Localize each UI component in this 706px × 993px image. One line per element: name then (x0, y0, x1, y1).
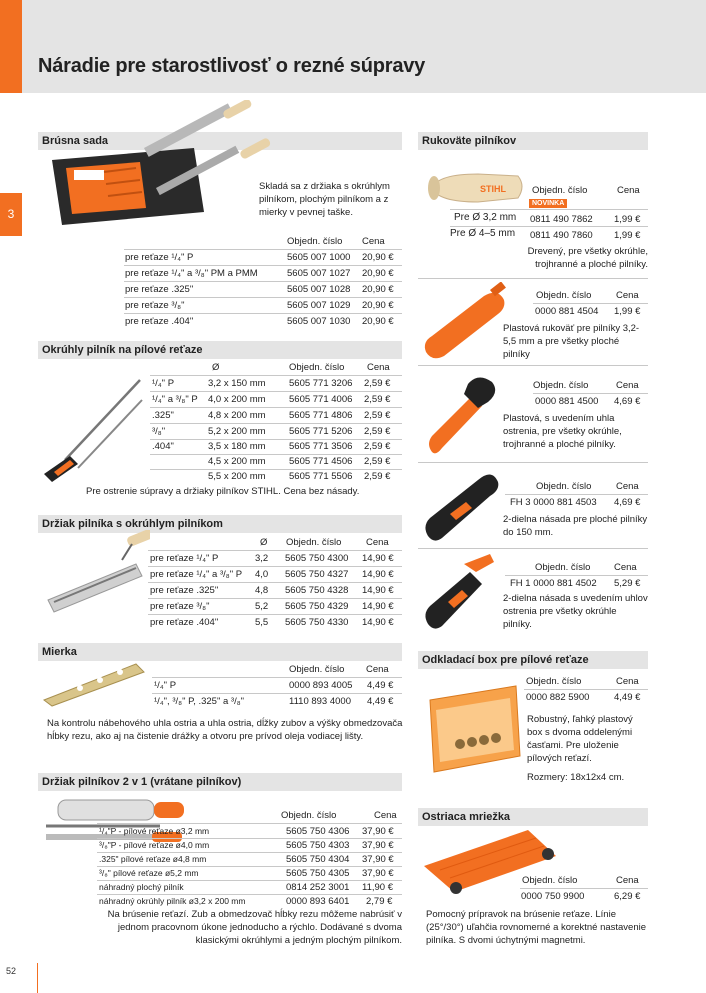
divider (150, 407, 402, 408)
mriezka-col-price: Cena (616, 875, 639, 886)
box-price: 4,49 € (614, 692, 641, 703)
divider (97, 852, 402, 853)
okruhly-row-price: 2,59 € (364, 441, 391, 452)
drziak2-row-order: 0814 252 3001 (286, 882, 350, 893)
okruhly-row-price: 2,59 € (364, 378, 391, 389)
two-part-handle-image (420, 464, 504, 544)
chain-box-image (420, 680, 524, 776)
drziak2-row-price: 11,90 € (362, 882, 393, 893)
drziak2-col-order: Objedn. číslo (281, 810, 337, 821)
okruhly-row-dia: 5,5 x 200 mm (208, 471, 266, 482)
brusna-row-price: 20,90 € (362, 284, 394, 295)
rukovate-row-price: 4,69 € (614, 396, 641, 407)
angle-handle-image (420, 368, 510, 460)
section-title-box: Odkladací box pre pílové reťaze (418, 651, 648, 669)
chapter-tab: 3 (0, 193, 22, 236)
okruhly-row-order: 5605 771 5506 (289, 471, 353, 482)
wooden-handle-image (418, 160, 528, 220)
rukovate-row-order: FH 1 0000 881 4502 (510, 578, 597, 589)
divider (124, 281, 402, 282)
drziak-row-dia: 5,5 (255, 617, 269, 628)
rukovate-row-label: Pre Ø 3,2 mm (454, 212, 517, 223)
drziak-row-price: 14,90 € (362, 617, 394, 628)
okruhly-row-price: 2,59 € (364, 456, 391, 467)
rukovate-col-price: Cena (617, 185, 640, 196)
okruhly-note: Pre ostrenie súpravy a držiaky pilníkov STIHL. Cena bez násady. (86, 486, 360, 497)
brusna-row-price: 20,90 € (362, 252, 394, 263)
brusna-row-order: 5605 007 1030 (287, 316, 351, 327)
drziak2-row-label: náhradný okrúhly pilník ø3,2 x 200 mm (99, 896, 246, 906)
section-title-rukovate: Rukoväte pilníkov (418, 132, 648, 150)
okruhly-col-dia: Ø (212, 362, 220, 373)
mierka-row-price: 4,49 € (367, 680, 394, 691)
section-title-drziak: Držiak pilníka s okrúhlym pilníkom (38, 515, 402, 533)
divider (505, 575, 648, 576)
rukovate-col-order: Objedn. číslo (535, 562, 591, 573)
section-title-mriezka: Ostriaca mriežka (418, 808, 648, 826)
rukovate-row-price: 5,29 € (614, 578, 641, 589)
drziak-row-label: pre reťaze .404" (150, 617, 219, 628)
brusna-row-order: 5605 007 1000 (287, 252, 351, 263)
rukovate-row-order: 0811 490 7860 (530, 230, 593, 241)
drziak-row-label: pre reťaze ¹/₄" a ³/₈" P (150, 569, 243, 580)
rukovate-col-price: Cena (616, 481, 639, 492)
drziak2-row-order: 0000 893 6401 (286, 896, 350, 907)
mriezka-description: Pomocný prípravok na brúsenie reťaze. Línie (25°/30°) uľahčia rovnomerné a korektné nastavenie pilníka. S dvomi úchytnými magnetmi. (426, 909, 647, 946)
drziak-row-order: 5605 750 4329 (285, 601, 349, 612)
rukovate-row-label: Pre Ø 4–5 mm (450, 228, 516, 239)
round-file-image (40, 370, 150, 485)
divider (520, 888, 648, 889)
file-holder-image (40, 530, 150, 635)
divider (152, 677, 402, 678)
divider (97, 838, 402, 839)
mierka-row-order: 0000 893 4005 (289, 680, 353, 691)
drziak-row-order: 5605 750 4328 (285, 585, 349, 596)
drziak-row-price: 14,90 € (362, 601, 394, 612)
rukovate-col-price: Cena (616, 380, 639, 391)
drziak2-description: Na brúsenie reťazí. Zub a obmedzovač hĺbky rezu môžeme nabrúsiť v jednom pracovnom úkone jednoducho a rýchlo. Dodávané s dvoma klasickými okrúhlymi a jedným plochým pilníkom. (107, 909, 402, 946)
okruhly-col-order: Objedn. číslo (289, 362, 345, 373)
rukovate-description: Drevený, pre všetky okrúhle, trojhranné a ploché pilníky. (527, 246, 648, 270)
brusna-row-label: pre reťaze ¹/₄" P (125, 252, 194, 263)
mierka-col-price: Cena (366, 664, 389, 675)
drziak-row-label: pre reťaze ¹/₄" P (150, 553, 219, 564)
brusna-row-order: 5605 007 1027 (287, 268, 351, 279)
okruhly-row-dia: 5,2 x 200 mm (208, 426, 266, 437)
drziak2-row-order: 5605 750 4303 (286, 840, 350, 851)
plastic-handle-image (418, 282, 514, 362)
drziak-row-price: 14,90 € (362, 553, 394, 564)
mriezka-order: 0000 750 9900 (521, 891, 585, 902)
brusna-row-price: 20,90 € (362, 268, 394, 279)
rukovate-description: 2-dielna násada s uvedením uhlov ostrenia pre všetky okrúhle pilníky. (503, 593, 648, 630)
divider (124, 249, 402, 250)
box-order: 0000 882 5900 (526, 692, 590, 703)
mriezka-col-order: Objedn. číslo (522, 875, 578, 886)
mierka-row-price: 4,49 € (367, 696, 394, 707)
okruhly-row-label: ¹/₄" a ³/₈" P (152, 394, 198, 405)
rukovate-row-price: 1,99 € (614, 214, 641, 225)
okruhly-row-dia: 3,2 x 150 mm (208, 378, 266, 389)
rukovate-col-order: Objedn. číslo (536, 481, 592, 492)
divider (418, 278, 648, 279)
okruhly-row-label: .325" (152, 410, 174, 421)
divider (124, 313, 402, 314)
drziak2-row-price: 37,90 € (362, 854, 394, 865)
section-title-okruhly: Okrúhly pilník na pílové reťaze (38, 341, 402, 359)
rukovate-row-price: 4,69 € (614, 497, 641, 508)
divider (150, 454, 402, 455)
drziak2-row-price: 2,79 € (366, 896, 393, 907)
drziak-row-dia: 4,8 (255, 585, 269, 596)
box-col-price: Cena (616, 676, 639, 687)
drziak2-row-order: 5605 750 4304 (286, 854, 350, 865)
drziak2-row-label: ³/₈" pílové reťaze ø5,2 mm (99, 868, 199, 878)
okruhly-row-order: 5605 771 3206 (289, 378, 353, 389)
mierka-row-order: 1110 893 4000 (289, 696, 351, 707)
brusna-row-label: pre reťaze ¹/₄" a ³/₈" PM a PMM (125, 268, 258, 279)
gauge-image (40, 658, 152, 708)
drziak2-row-label: náhradný plochý pilník (99, 882, 184, 892)
okruhly-row-label: .404" (152, 441, 174, 452)
divider (148, 550, 402, 551)
divider (152, 693, 402, 694)
okruhly-row-order: 5605 771 4006 (289, 394, 353, 405)
box-col-order: Objedn. číslo (526, 676, 582, 687)
brusna-row-order: 5605 007 1029 (287, 300, 351, 311)
rukovate-description: 2-dielna násada pre ploché pilníky do 150 mm. (503, 514, 648, 538)
okruhly-row-order: 5605 771 4506 (289, 456, 353, 467)
drziak-row-label: pre reťaze .325" (150, 585, 219, 596)
rukovate-col-order: Objedn. číslo (536, 290, 592, 301)
brusna-row-label: pre reťaze .325" (125, 284, 194, 295)
section-title-brusna: Brúsna sada (38, 132, 402, 150)
angle-two-part-handle-image (420, 550, 504, 632)
rukovate-row-order: FH 3 0000 881 4503 (510, 497, 597, 508)
divider (124, 265, 402, 266)
drziak2-row-order: 5605 750 4306 (286, 826, 350, 837)
okruhly-row-order: 5605 771 3506 (289, 441, 353, 452)
stihl-logo: STIHL (480, 184, 506, 194)
footer-rule (37, 963, 38, 993)
okruhly-col-price: Cena (367, 362, 390, 373)
page-number: 52 (6, 966, 17, 976)
drziak-row-order: 5605 750 4327 (285, 569, 349, 580)
drziak2-col-price: Cena (374, 810, 397, 821)
brusna-col-order: Objedn. číslo (287, 236, 343, 247)
divider (150, 439, 402, 440)
drziak-row-price: 14,90 € (362, 569, 394, 580)
new-badge: NOVINKA (529, 199, 567, 208)
okruhly-row-label: ³/₈" (152, 426, 166, 437)
divider (418, 462, 648, 463)
divider (150, 469, 402, 470)
divider (450, 209, 648, 210)
section-title-drziak2: Držiak pilníkov 2 v 1 (vrátane pilníkov) (38, 773, 402, 791)
okruhly-row-price: 2,59 € (364, 394, 391, 405)
orange-band (0, 0, 22, 93)
okruhly-row-dia: 4,8 x 200 mm (208, 410, 266, 421)
drziak-row-dia: 5,2 (255, 601, 269, 612)
page-header (0, 0, 706, 93)
drziak2-row-label: ³/₈"P - pílové reťaze ø4,0 mm (99, 840, 210, 850)
mriezka-price: 6,29 € (614, 891, 641, 902)
okruhly-row-price: 2,59 € (364, 410, 391, 421)
rukovate-row-price: 1,99 € (614, 230, 641, 241)
drziak-row-price: 14,90 € (362, 585, 394, 596)
page-title: Náradie pre starostlivosť o rezné súpravy (38, 55, 426, 77)
okruhly-row-dia: 4,5 x 200 mm (208, 456, 266, 467)
drziak-col-price: Cena (366, 537, 389, 548)
sharpening-kit-image (44, 100, 284, 230)
okruhly-row-dia: 3,5 x 180 mm (208, 441, 266, 452)
drziak-row-label: pre reťaze ³/₈" (150, 601, 210, 612)
brusna-col-price: Cena (362, 236, 385, 247)
rukovate-col-order: Objedn. číslo (532, 185, 588, 196)
drziak-col-dia: Ø (260, 537, 268, 548)
divider (418, 365, 648, 366)
okruhly-row-label: ¹/₄" P (152, 378, 175, 389)
rukovate-row-order: 0000 881 4504 (535, 306, 599, 317)
rukovate-row-price: 1,99 € (614, 306, 641, 317)
box-description: Robustný, ľahký plastový box s dvoma oddelenými časťami. Pre uloženie pílových reťazí. (527, 714, 633, 764)
rukovate-col-price: Cena (614, 562, 637, 573)
divider (505, 494, 648, 495)
okruhly-row-price: 2,59 € (364, 471, 391, 482)
divider (418, 548, 648, 549)
rukovate-row-order: 0811 490 7862 (530, 214, 593, 225)
brusna-row-label: pre reťaze ³/₈" (125, 300, 185, 311)
mierka-col-order: Objedn. číslo (289, 664, 345, 675)
drziak2-row-price: 37,90 € (362, 868, 394, 879)
divider (150, 423, 402, 424)
divider (148, 582, 402, 583)
divider (148, 566, 402, 567)
divider (97, 823, 402, 824)
drziak2-row-label: ¹/₄"P - pílové reťaze ø3,2 mm (99, 826, 210, 836)
okruhly-row-order: 5605 771 4806 (289, 410, 353, 421)
mierka-row-label: ¹/₄" P (154, 680, 177, 691)
divider (97, 866, 402, 867)
drziak-col-order: Objedn. číslo (286, 537, 342, 548)
drziak-row-dia: 4,0 (255, 569, 269, 580)
okruhly-row-price: 2,59 € (364, 426, 391, 437)
brusna-row-order: 5605 007 1028 (287, 284, 351, 295)
divider (124, 297, 402, 298)
brusna-row-price: 20,90 € (362, 316, 394, 327)
section-title-mierka: Mierka (38, 643, 402, 661)
rukovate-col-price: Cena (616, 290, 639, 301)
rukovate-description: Plastová rukoväť pre pilníky 3,2-5,5 mm a pre všetky ploché pilníky (503, 323, 640, 360)
divider (97, 880, 402, 881)
divider (148, 614, 402, 615)
drziak-row-order: 5605 750 4330 (285, 617, 349, 628)
drziak2-row-price: 37,90 € (362, 840, 394, 851)
divider (533, 393, 648, 394)
okruhly-row-dia: 4,0 x 200 mm (208, 394, 266, 405)
divider (148, 598, 402, 599)
drziak-row-order: 5605 750 4300 (285, 553, 349, 564)
divider (450, 226, 648, 227)
rukovate-description: Plastová, s uvedením uhla ostrenia, pre všetky okrúhle, trojhranné a ploché pilníky. (503, 413, 622, 450)
drziak-row-dia: 3,2 (255, 553, 269, 564)
mierka-description: Na kontrolu nábehového uhla ostria a uhla ostria, dĺžky zubov a výšky obmedzovača hĺbky rezu, ako aj na čistenie drážky a otvoru pre prívod oleja vodiacej lišty. (47, 718, 403, 742)
rukovate-col-order: Objedn. číslo (533, 380, 589, 391)
divider (533, 303, 648, 304)
brusna-row-label: pre reťaze .404" (125, 316, 194, 327)
box-size: Rozmery: 18x12x4 cm. (527, 772, 625, 783)
mierka-row-label: ¹/₄", ³/₈" P, .325" a ³/₈" (154, 696, 245, 707)
divider (524, 689, 648, 690)
rukovate-row-order: 0000 881 4500 (535, 396, 599, 407)
divider (150, 391, 402, 392)
brusna-row-price: 20,90 € (362, 300, 394, 311)
drziak2-row-label: .325" pílové reťaze ø4,8 mm (99, 854, 207, 864)
brusna-description: Skladá sa z držiaka s okrúhlym pilníkom, plochým pilníkom a z mierky v pevnej taške. (259, 181, 390, 218)
drziak2-row-price: 37,90 € (362, 826, 394, 837)
divider (150, 375, 402, 376)
drziak2-row-order: 5605 750 4305 (286, 868, 350, 879)
divider (97, 894, 402, 895)
okruhly-row-order: 5605 771 5206 (289, 426, 353, 437)
